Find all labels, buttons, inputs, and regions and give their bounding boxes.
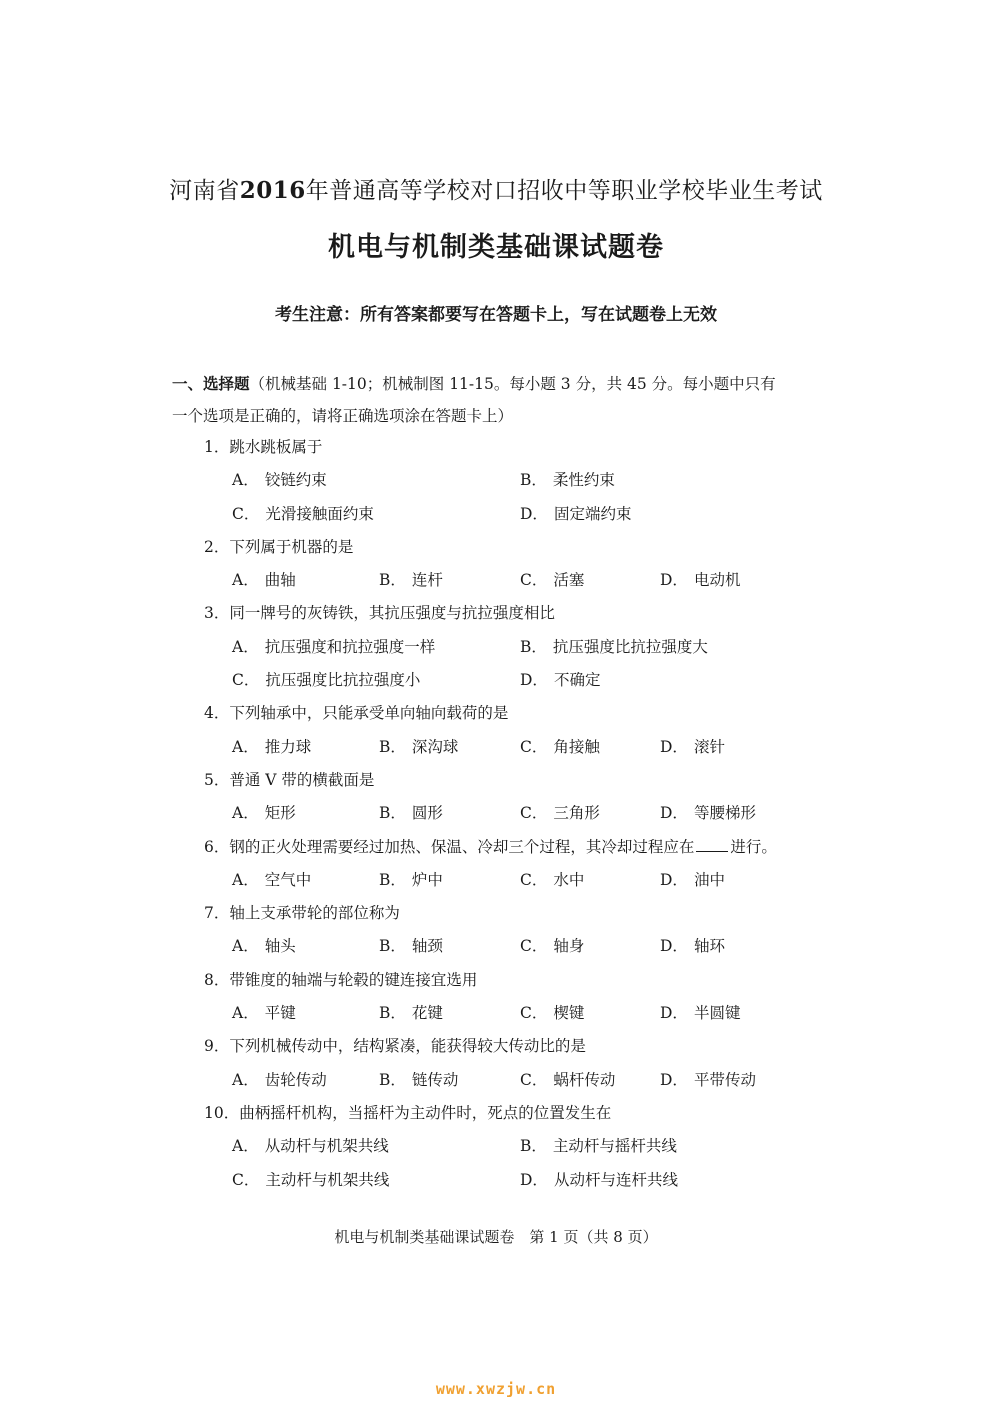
question-1-options-row2 (204, 498, 844, 531)
site-watermark: www.xwzjw.cn (435, 1380, 557, 1398)
option-5a[interactable]: A． 矩形 (232, 804, 296, 823)
option-3b[interactable]: B． 抗压强度比抗拉强度大 (520, 637, 708, 656)
question-10-options-row1 (204, 1130, 844, 1163)
option-2c[interactable]: C． 活塞 (520, 571, 585, 590)
question-2-options (204, 564, 844, 597)
question-1-stem: 1．跳水跳板属于 (204, 438, 323, 456)
question-3-options-row2 (204, 664, 844, 697)
question-1-options-row1 (204, 464, 844, 497)
question-2-stem: 2．下列属于机器的是 (204, 537, 354, 556)
option-5d[interactable]: D． 等腰梯形 (660, 804, 756, 823)
question-4-options (204, 731, 844, 764)
option-1d[interactable]: D． 固定端约束 (520, 504, 632, 523)
question-9-stem: 9．下列机械传动中，结构紧凑，能获得较大传动比的是 (204, 1037, 586, 1056)
question-6-stem-post: 进行。 (730, 837, 777, 856)
question-3-stem: 3．同一牌号的灰铸铁，其抗压强度与抗拉强度相比 (204, 604, 555, 623)
question-10-stem: 10．曲柄摇杆机构，当摇杆为主动件时，死点的位置发生在 (204, 1103, 612, 1122)
option-5c[interactable]: C． 三角形 (520, 804, 600, 823)
exam-title-subject: 机电与机制类基础课试题卷 (328, 232, 664, 263)
question-7-options (204, 930, 844, 963)
option-7c[interactable]: C． 轴身 (520, 937, 585, 956)
option-4b[interactable]: B． 深沟球 (379, 737, 459, 756)
option-3d[interactable]: D． 不确定 (520, 671, 601, 690)
option-1a[interactable]: A． 铰链约束 (232, 471, 327, 490)
option-6a[interactable]: A． 空气中 (232, 870, 312, 889)
option-10c[interactable]: C． 主动杆与机架共线 (232, 1170, 390, 1189)
title-year: 2016 (239, 177, 306, 204)
option-4a[interactable]: A． 推力球 (232, 737, 312, 756)
question-list (204, 431, 844, 1197)
option-6c[interactable]: C． 水中 (520, 870, 585, 889)
exam-title-line1 (0, 172, 992, 205)
option-1b[interactable]: B． 柔性约束 (520, 471, 615, 490)
option-2d[interactable]: D． 电动机 (660, 571, 741, 590)
option-10a[interactable]: A． 从动杆与机架共线 (232, 1137, 389, 1156)
section-intro (172, 368, 832, 432)
section-desc-1: （机械基础 1-10；机械制图 11-15。每小题 3 分，共 45 分。每小题中只有 (249, 375, 776, 393)
title-prefix: 河南省 (169, 178, 240, 204)
option-7a[interactable]: A． 轴头 (232, 937, 296, 956)
option-8a[interactable]: A． 平键 (232, 1004, 296, 1023)
option-7d[interactable]: D． 轴环 (660, 937, 725, 956)
question-5-options (204, 797, 844, 830)
question-8-options (204, 997, 844, 1030)
option-4c[interactable]: C． 角接触 (520, 737, 600, 756)
option-9d[interactable]: D． 平带传动 (660, 1070, 756, 1089)
question-6-stem-pre: 6．钢的正火处理需要经过加热、保温、冷却三个过程，其冷却过程应在 (204, 837, 695, 856)
candidate-notice: 考生注意：所有答案都要写在答题卡上，写在试题卷上无效 (275, 305, 717, 325)
option-4d[interactable]: D． 滚针 (660, 737, 725, 756)
question-7-stem: 7．轴上支承带轮的部位称为 (204, 904, 400, 923)
option-8c[interactable]: C． 楔键 (520, 1004, 585, 1023)
option-1c[interactable]: C． 光滑接触面约束 (232, 504, 374, 523)
question-8-stem: 8．带锥度的轴端与轮毂的键连接宜选用 (204, 970, 478, 989)
option-8d[interactable]: D． 半圆键 (660, 1004, 741, 1023)
option-5b[interactable]: B． 圆形 (379, 804, 443, 823)
question-5-stem: 5．普通 V 带的横截面是 (204, 770, 375, 789)
option-7b[interactable]: B． 轴颈 (379, 937, 443, 956)
question-3-options-row1 (204, 631, 844, 664)
page-footer: 机电与机制类基础课试题卷 第 1 页（共 8 页） (334, 1228, 658, 1246)
option-8b[interactable]: B． 花键 (379, 1004, 443, 1023)
section-intro-line1 (172, 368, 832, 400)
question-10-options-row2 (204, 1164, 844, 1197)
option-3a[interactable]: A． 抗压强度和抗拉强度一样 (232, 637, 436, 656)
question-6-options (204, 864, 844, 897)
option-9c[interactable]: C． 蜗杆传动 (520, 1070, 616, 1089)
question-4-stem: 4．下列轴承中，只能承受单向轴向载荷的是 (204, 704, 509, 723)
option-3c[interactable]: C． 抗压强度比抗拉强度小 (232, 671, 421, 690)
option-10b[interactable]: B． 主动杆与摇杆共线 (520, 1137, 677, 1156)
option-10d[interactable]: D． 从动杆与连杆共线 (520, 1170, 678, 1189)
option-2b[interactable]: B． 连杆 (379, 571, 443, 590)
title-suffix: 年普通高等学校对口招收中等职业学校毕业生考试 (305, 178, 823, 204)
question-6-stem (204, 831, 844, 864)
option-6b[interactable]: B． 炉中 (379, 870, 443, 889)
option-9b[interactable]: B． 链传动 (379, 1070, 459, 1089)
option-9a[interactable]: A． 齿轮传动 (232, 1070, 327, 1089)
option-2a[interactable]: A． 曲轴 (232, 571, 296, 590)
section-desc-2: 一个选项是正确的，请将正确选项涂在答题卡上） (172, 407, 514, 425)
option-6d[interactable]: D． 油中 (660, 870, 725, 889)
fill-blank (696, 835, 728, 852)
question-9-options (204, 1064, 844, 1097)
section-heading: 一、选择题 (172, 375, 250, 393)
